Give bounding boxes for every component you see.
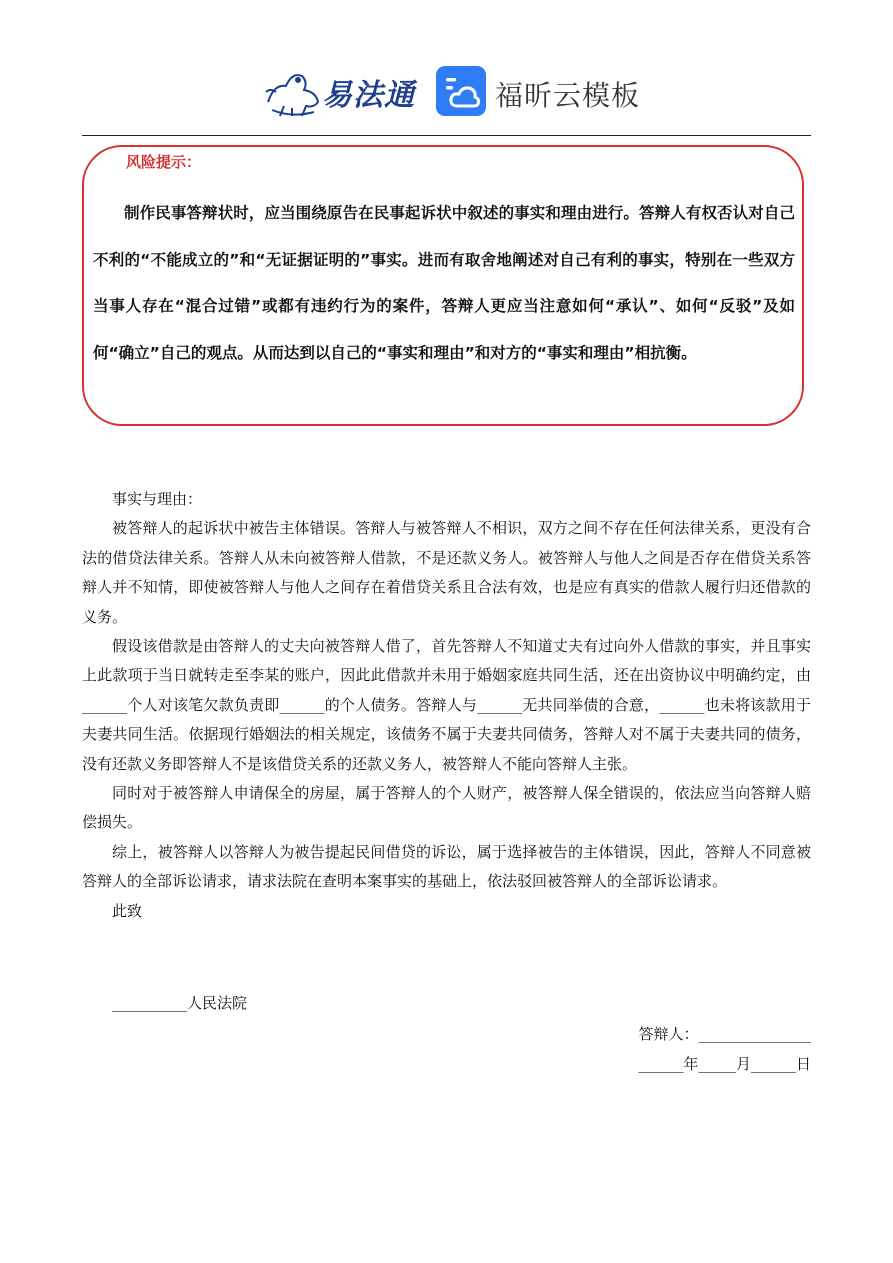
paragraph-4: 综上，被答辩人以答辩人为被告提起民间借贷的诉讼，属于选择被告的主体错误，因此，答辩人不同意被答辩人的全部诉讼请求，请求法院在查明本案事实的基础上，依法驳回被答辩人的全部诉讼请求。 xyxy=(82,842,811,891)
date-line: ______年_____月______日 xyxy=(638,1055,811,1073)
page-header xyxy=(0,60,893,122)
risk-warning-text: 制作民事答辩状时，应当围绕原告在民事起诉状中叙述的事实和理由进行。答辩人有权否认对自己不利的“不能成立的”和“无证据证明的”事实。进而有取舍地阐述对自己有利的事实，特别在一些双方当事人存在“混合过错”或都有违约行为的案件，答辩人更应当注意如何“承认”、如何“反驳”及如何“确立”自己的观点。从而达到以自己的“事实和理由”和对方的“事实和理由”相抗衡。 xyxy=(93,204,795,362)
paragraph-2: 假设该借款是由答辩人的丈夫向被答辩人借了，首先答辩人不知道丈夫有过向外人借款的事实，并且事实上此款项于当日就转走至李某的账户，因此此借款并未用于婚姻家庭共同生活，还在出资协议中明确约定，由______个人对该笔欠款负责即______的个人债务。答辩人与______无共同举债的合意，______也未将该款用于夫妻共同生活。依据现行婚姻法的相关规定，该债务不属于夫妻共同债务，答辩人对不属于夫妻共同的债务，没有还款义务即答辩人不是该借贷关系的还款义务人，被答辩人不能向答辩人主张。 xyxy=(82,637,811,773)
paragraph-3: 同时对于被答辩人申请保全的房屋，属于答辩人的个人财产，被答辩人保全错误的，依法应当向答辩人赔偿损失。 xyxy=(82,784,811,832)
header-divider xyxy=(82,135,811,136)
document-body xyxy=(82,485,811,926)
court-line: __________人民法院 xyxy=(112,994,248,1012)
section-heading: 事实与理由： xyxy=(112,490,203,508)
cloud-document-icon xyxy=(436,66,486,116)
logo-foxit-template: 福昕云模板 xyxy=(495,79,641,112)
closing-salutation: 此致 xyxy=(112,901,143,920)
logo-yifatong: 易法通 xyxy=(322,78,415,113)
risk-warning-title: 风险提示： xyxy=(126,153,202,171)
signer-line: 答辩人：_______________ xyxy=(638,1025,811,1043)
paragraph-1: 被答辩人的起诉状中被告主体错误。答辩人与被答辩人不相识，双方之间不存在任何法律关系，更没有合法的借贷法律关系。答辩人从未向被答辩人借款，不是还款义务人。被答辩人与他人之间是否存在借贷关系答辩人并不知情，即使被答辩人与他人之间存在着借贷关系且合法有效，也是应有真实的借款人履行归还借款的义务。 xyxy=(82,519,811,626)
